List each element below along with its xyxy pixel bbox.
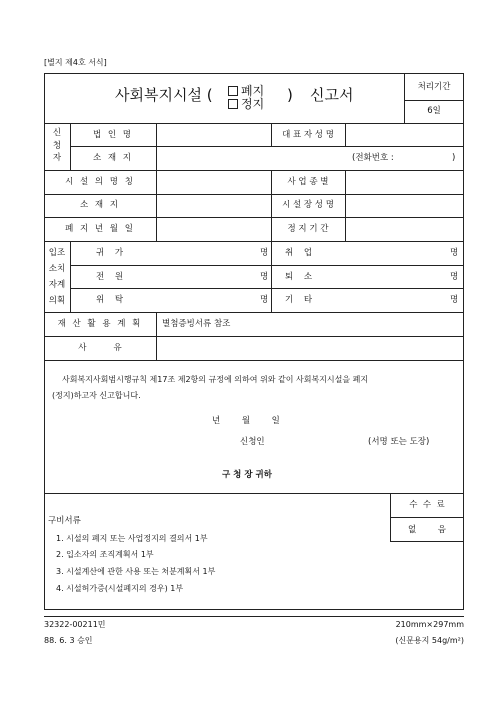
statement-date[interactable]: 년 월 일 (212, 416, 280, 426)
paper-type: (신문용지 54g/m²) (395, 636, 464, 645)
recipient: 구 청 장 귀하 (222, 470, 272, 480)
approval-date: 88. 6. 3 승인 (44, 636, 93, 645)
suspend-checkbox[interactable] (228, 99, 238, 109)
corp-name-field[interactable] (158, 126, 269, 144)
rep-name-field[interactable] (347, 126, 462, 144)
return-home-unit: 명 (260, 248, 269, 258)
required-doc-item: 2. 입소자의 조직계획서 1부 (56, 550, 154, 559)
discharge-label: 퇴 소 (285, 272, 317, 282)
suspension-period-label: 정 지 기 간 (287, 224, 329, 234)
corp-name-label: 법 인 명 (92, 130, 134, 140)
reason-label: 사 유 (78, 343, 122, 353)
phone-close: ) (452, 153, 456, 163)
applicant-address-label: 소 재 지 (92, 153, 134, 163)
entrust-label: 위 탁 (96, 295, 128, 305)
processing-period-value: 6일 (427, 106, 441, 116)
processing-period-label: 처리기간 (417, 82, 451, 92)
facility-address-field[interactable] (158, 197, 269, 215)
sign-or-stamp: (서명 또는 도장) (368, 437, 430, 447)
residents-side-label: 입조 소치 자계 의획 (48, 248, 66, 306)
required-doc-item: 3. 시설계산에 관한 사용 또는 처분계획서 1부 (56, 567, 216, 576)
required-doc-item: 1. 시설의 폐지 또는 사업정지의 결의서 1부 (56, 534, 208, 543)
closure-date-field[interactable] (158, 220, 269, 238)
applicant-address-field[interactable] (158, 149, 348, 167)
form-number: [별지 제4호 서식] (44, 58, 107, 67)
title-suffix: 신고서 (310, 86, 354, 104)
suspension-period-field[interactable] (347, 220, 462, 238)
phone-label: (전화번호 : (352, 153, 394, 163)
employment-label: 취 업 (285, 248, 317, 258)
fee-label: 수 수 료 (409, 500, 445, 510)
property-plan-value[interactable]: 별첨증빙서류 참조 (162, 319, 231, 329)
entrust-unit: 명 (260, 295, 269, 305)
option-suspend: 정지 (241, 97, 265, 111)
rep-name-label: 대 표 자 성 명 (282, 130, 334, 140)
transfer-unit: 명 (260, 272, 269, 282)
form-code: 32322-00211민 (44, 620, 106, 629)
required-docs-title: 구비서류 (48, 516, 81, 526)
facility-type-field[interactable] (347, 173, 462, 191)
other-label: 기 타 (285, 295, 317, 305)
facility-head-label: 시 설 장 성 명 (282, 200, 334, 210)
transfer-label: 전 원 (96, 272, 128, 282)
return-home-label: 귀 가 (96, 248, 128, 258)
fee-value: 없 음 (407, 525, 447, 535)
facility-address-label: 소 재 지 (79, 200, 121, 210)
option-close: 폐지 (241, 84, 265, 98)
statement-line2: (정지)하고자 신고합니다. (52, 391, 141, 400)
employment-unit: 명 (450, 248, 459, 258)
reason-field[interactable] (158, 339, 462, 357)
close-checkbox[interactable] (228, 86, 238, 96)
facility-name-field[interactable] (158, 173, 269, 191)
discharge-unit: 명 (450, 272, 459, 282)
title-main: 사회복지시설 ( (115, 86, 213, 104)
title-options (228, 84, 264, 110)
form-title (115, 86, 213, 104)
other-unit: 명 (450, 295, 459, 305)
required-doc-item: 4. 시설허가증(시설폐지의 경우) 1부 (56, 584, 184, 593)
statement-line1: 사회복지사회범시행규칙 제17조 제2항의 규정에 의하여 위와 같이 사회복지시설을 폐지 (62, 375, 369, 384)
paper-size: 210mm×297mm (395, 620, 464, 629)
facility-name-label: 시 설 의 명 칭 (65, 177, 135, 187)
applicant-side-label: 신 청 자 (52, 128, 62, 163)
facility-type-label: 사 업 종 별 (287, 177, 329, 187)
property-plan-label: 재 산 활 용 계 획 (57, 319, 143, 329)
facility-head-field[interactable] (347, 197, 462, 215)
closure-date-label: 폐 지 년 월 일 (65, 224, 135, 234)
applicant-sign-label: 신청인 (240, 437, 265, 447)
title-close-paren: ) (287, 86, 293, 104)
